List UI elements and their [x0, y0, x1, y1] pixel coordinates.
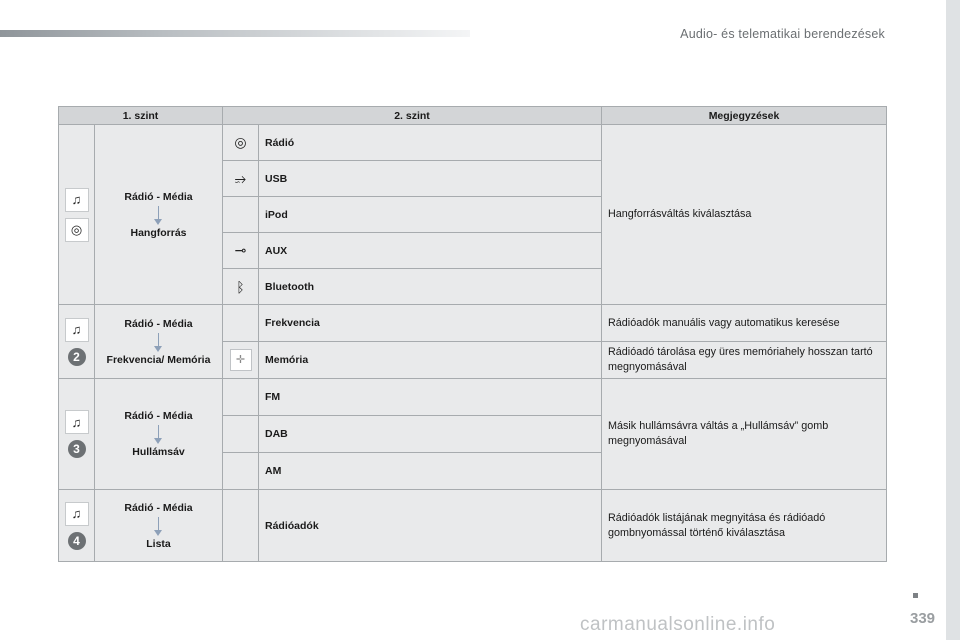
table-row: [59, 125, 887, 161]
menu-structure-table: [58, 106, 887, 562]
level2-label: AUX: [259, 233, 602, 269]
empty-icon-cell: [223, 379, 259, 416]
column-header-notes: Megjegyzések: [602, 107, 887, 125]
empty-icon-cell: [223, 305, 259, 342]
level1-title: Rádió - Média: [124, 501, 193, 514]
level1-title: Rádió - Média: [124, 317, 193, 330]
level1-subtitle: Lista: [146, 537, 171, 550]
level1-icon-cell: [59, 379, 95, 490]
music-note-icon: ♫: [65, 502, 89, 526]
level1-subtitle: Hangforrás: [130, 226, 187, 239]
table-row: [59, 379, 887, 416]
note-cell: Rádióadók listájának megnyitása és rádióadó gombnyomással történő kiválasztása: [602, 490, 887, 562]
level1-icon-cell: [59, 305, 95, 379]
step-number-badge: 2: [68, 348, 86, 366]
table-row: [59, 490, 887, 562]
level1-cell: [95, 490, 223, 562]
note-cell: Rádióadók manuális vagy automatikus keresése: [602, 305, 887, 342]
note-cell: Rádióadó tárolása egy üres memóriahely hosszan tartó megnyomásával: [602, 342, 887, 379]
level2-label: USB: [259, 161, 602, 197]
level1-icon-cell: [59, 125, 95, 305]
down-arrow-icon: [158, 425, 159, 439]
note-cell: Másik hullámsávra váltás a „Hullámsáv” gomb megnyomásával: [602, 379, 887, 490]
column-header-level1: 1. szint: [59, 107, 223, 125]
level1-title: Rádió - Média: [124, 190, 193, 203]
radio-icon: ◎: [65, 218, 89, 242]
level1-cell: [95, 379, 223, 490]
down-arrow-icon: [158, 333, 159, 347]
empty-icon-cell: [223, 490, 259, 562]
table-header-row: [59, 107, 887, 125]
usb-icon: ⭌: [223, 161, 259, 197]
page-edge-strip: [946, 0, 960, 640]
radio-icon: ◎: [223, 125, 259, 161]
watermark-text: carmanualsonline.info: [580, 614, 776, 635]
music-note-icon: ♫: [65, 410, 89, 434]
level2-label: Bluetooth: [259, 269, 602, 305]
level2-label: Memória: [259, 342, 602, 379]
empty-icon-cell: [223, 416, 259, 453]
level1-cell: [95, 305, 223, 379]
level1-title: Rádió - Média: [124, 410, 193, 422]
step-number-badge: 3: [68, 440, 86, 458]
note-cell: Hangforrásváltás kiválasztása: [602, 125, 887, 305]
empty-icon-cell: [223, 453, 259, 490]
level1-subtitle: Frekvencia/ Memória: [106, 353, 211, 366]
step-number-badge: 4: [68, 532, 86, 550]
empty-icon-cell: [223, 197, 259, 233]
bluetooth-icon: ᛒ: [223, 269, 259, 305]
page-marker: [913, 593, 918, 598]
level1-subtitle: Hullámsáv: [132, 446, 185, 458]
down-arrow-icon: [158, 206, 159, 220]
level2-label: Rádióadók: [259, 490, 602, 562]
music-note-icon: ♫: [65, 318, 89, 342]
column-header-level2: 2. szint: [223, 107, 602, 125]
level1-cell: [95, 125, 223, 305]
level2-label: Rádió: [259, 125, 602, 161]
page-number: 339: [910, 610, 936, 627]
header-accent-bar: [0, 30, 470, 37]
memory-icon: ✛: [230, 349, 252, 371]
table-row: [59, 305, 887, 342]
level2-label: iPod: [259, 197, 602, 233]
section-title: Audio- és telematikai berendezések: [680, 27, 885, 41]
music-note-icon: ♫: [65, 188, 89, 212]
memory-icon-cell: [223, 342, 259, 379]
down-arrow-icon: [158, 517, 159, 531]
level1-icon-cell: [59, 490, 95, 562]
level2-label: DAB: [259, 416, 602, 453]
level2-label: AM: [259, 453, 602, 490]
level2-label: FM: [259, 379, 602, 416]
level2-label: Frekvencia: [259, 305, 602, 342]
aux-icon: ⊸: [223, 233, 259, 269]
